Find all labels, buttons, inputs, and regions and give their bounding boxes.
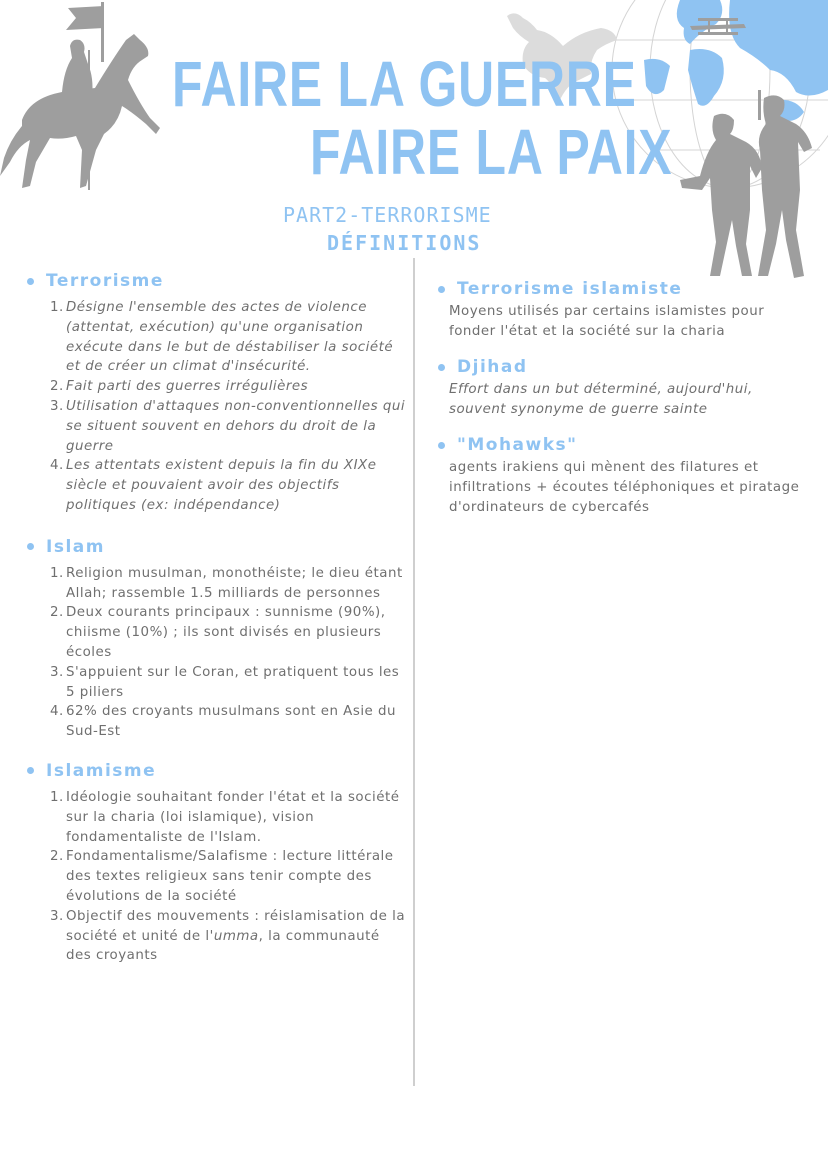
definition-text: Effort dans un but déterminé, aujourd'hui, souvent synonyme de guerre sainte xyxy=(449,382,753,417)
page-title-line-2: FAIRE LA PAIX xyxy=(310,116,673,188)
definition-list xyxy=(50,788,407,966)
definition-text: Moyens utilisés par certains islamistes pour fonder l'état et la société sur la charia xyxy=(449,304,765,339)
section-djihad xyxy=(433,354,803,420)
definition-list xyxy=(50,564,407,742)
subtitle-definitions: DÉFINITIONS xyxy=(327,231,482,255)
section-title: Djihad xyxy=(457,357,528,377)
list-item: 4. 62% des croyants musulmans sont en Asie du Sud-Est xyxy=(50,704,397,740)
section-title: Islamisme xyxy=(46,760,157,781)
list-item: 1. Désigne l'ensemble des actes de violence (attentat, exécution) qu'une organisation exécute dans le but de déstabiliser la société et de créer un climat d'insécurité. xyxy=(50,300,394,375)
section-mohawks xyxy=(433,432,803,518)
bullet-icon xyxy=(438,442,445,449)
list-item: 2. Fait parti des guerres irrégulières xyxy=(50,379,309,395)
definition-text: agents irakiens qui mènent des filatures et infiltrations + écoutes téléphoniques et piratage d'ordinateurs de cybercafés xyxy=(449,460,800,515)
list-item: 1. Idéologie souhaitant fonder l'état et la société sur la charia (loi islamique), vision fondamentaliste de l'Islam. xyxy=(50,789,400,845)
right-column xyxy=(433,276,803,530)
list-item: 2. Fondamentalisme/Salafisme : lecture littérale des textes religieux sans tenir compte des évolutions de la société xyxy=(50,849,394,904)
bullet-icon xyxy=(438,364,445,371)
list-item: 4. Les attentats existent depuis la fin du XIXe siècle et pouvaient avoir des objectifs politiques (ex: indépendance) xyxy=(50,458,377,513)
knight-on-horse-icon xyxy=(0,0,175,200)
bullet-icon xyxy=(438,286,445,293)
section-islamisme xyxy=(22,758,407,966)
list-item: 3. Utilisation d'attaques non-conventionnelles qui se situent souvent en dehors du droit de la guerre xyxy=(50,398,406,454)
biplane-icon xyxy=(688,14,748,44)
bullet-icon xyxy=(27,767,34,774)
list-item: 1. Religion musulman, monothéiste; le dieu étant Allah; rassemble 1.5 milliards de personnes xyxy=(50,565,403,601)
list-item: 3. Objectif des mouvements : réislamisation de la société et unité de l'umma, la communauté des croyants xyxy=(50,908,406,964)
section-title: Terrorisme xyxy=(46,271,164,291)
soldiers-icon xyxy=(672,80,822,285)
section-title: Islam xyxy=(46,536,105,557)
list-item: 3. S'appuient sur le Coran, et pratiquent tous les 5 piliers xyxy=(50,664,400,700)
section-title: Terrorisme islamiste xyxy=(457,279,683,299)
left-column xyxy=(22,268,407,984)
bullet-icon xyxy=(27,543,34,550)
page-title-line-1: FAIRE LA GUERRE xyxy=(172,48,637,120)
section-islam xyxy=(22,534,407,742)
list-item: 2. Deux courants principaux : sunnisme (90%), chiisme (10%) ; ils sont divisés en plusieurs écoles xyxy=(50,605,386,660)
section-terrorisme-islamiste xyxy=(433,276,803,342)
section-title: "Mohawks" xyxy=(457,435,578,455)
subtitle-part: PART2-TERRORISME xyxy=(283,203,492,227)
definition-list xyxy=(50,298,407,516)
bullet-icon xyxy=(27,278,34,285)
column-divider xyxy=(413,258,415,1086)
section-terrorisme xyxy=(22,268,407,516)
